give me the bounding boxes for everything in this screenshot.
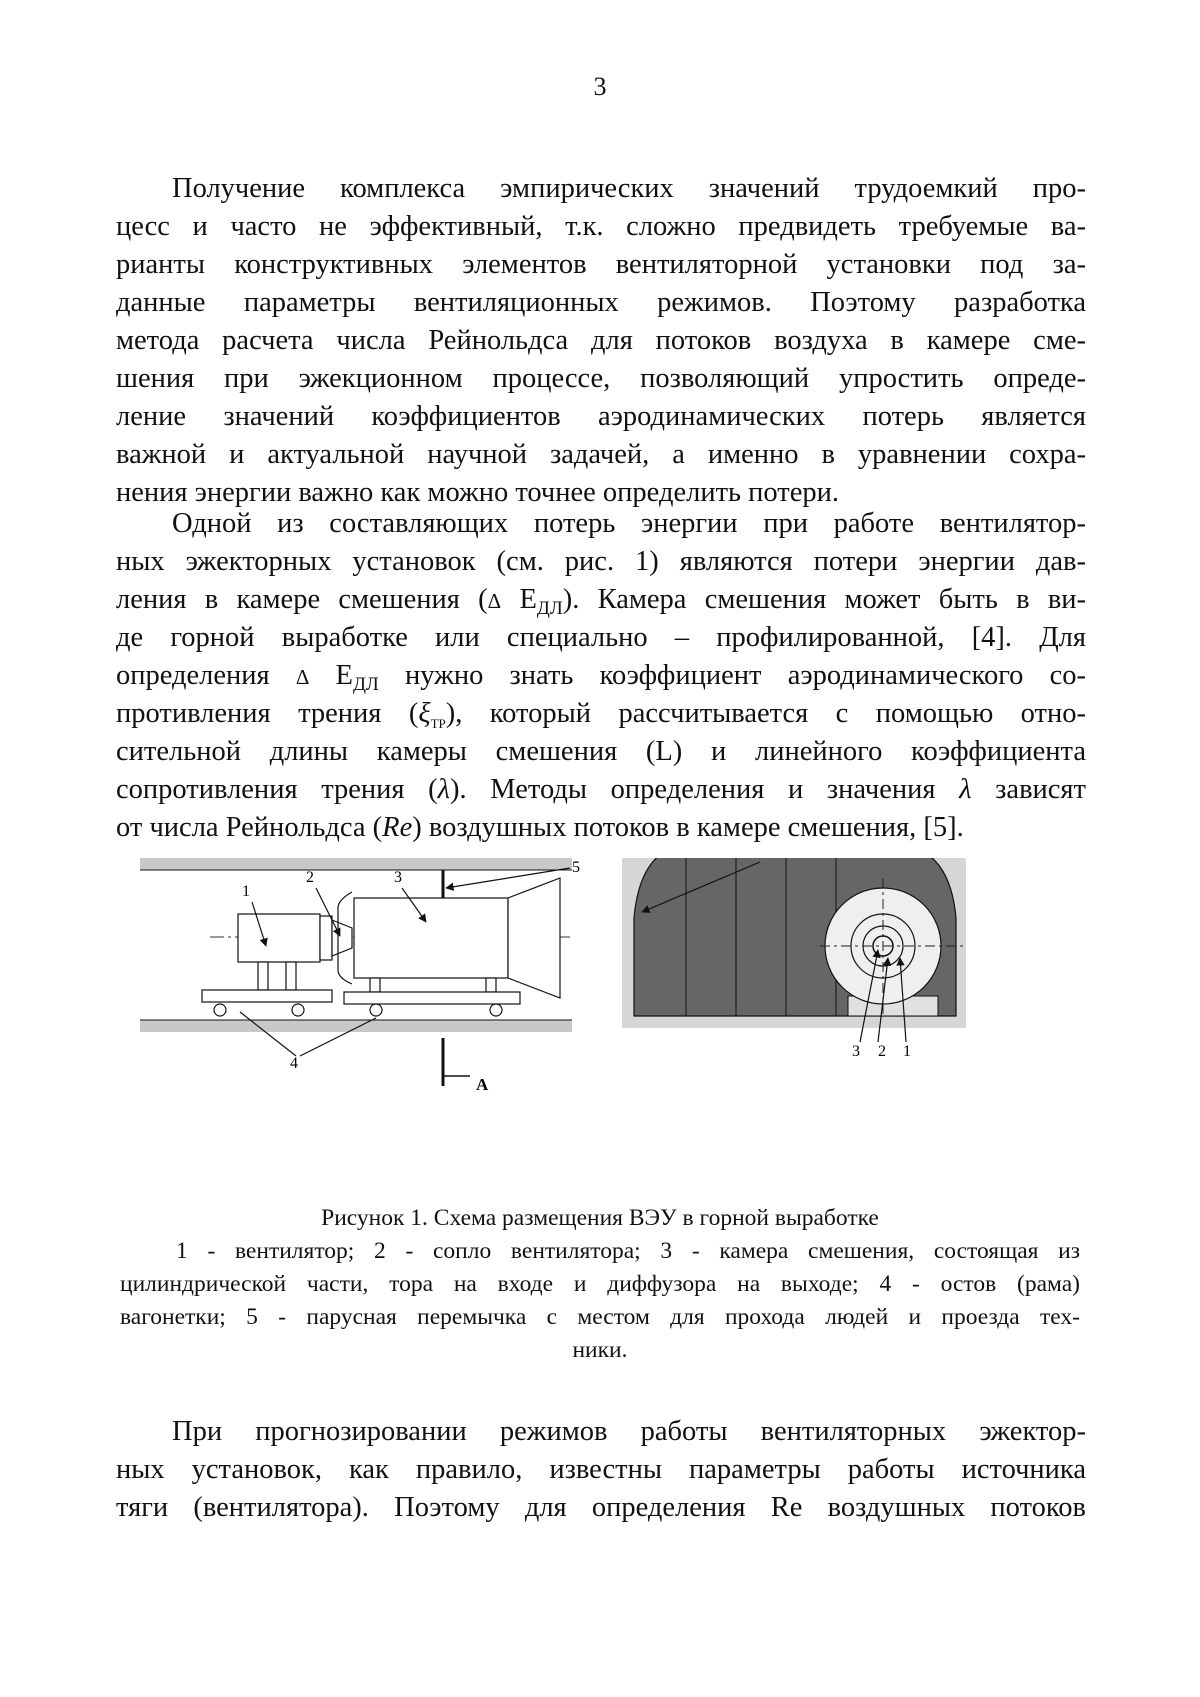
- paragraph-3: [116, 1413, 1086, 1527]
- label-r3: 3: [852, 1043, 860, 1060]
- section-label-bottom: А: [476, 1075, 489, 1094]
- text-fragment: нужно знать коэффициент аэродинамического со-: [378, 660, 1086, 691]
- energy-symbol: Е: [519, 584, 537, 615]
- reynolds-symbol: Re: [382, 812, 413, 843]
- fan-installation-diagram: [140, 858, 1060, 1188]
- text-line: При прогнозировании режимов работы вентиляторных эжектор-: [172, 1416, 1086, 1447]
- text-fragment: ), который рассчитывается с помощью отно-: [445, 698, 1086, 729]
- energy-subscript: ДЛ: [352, 674, 379, 695]
- text-line: [116, 657, 1086, 695]
- text-line: Одной из составляющих потерь энергии при работе вентилятор-: [172, 508, 1086, 539]
- caption-legend-line: цилиндрической части, тора на входе и диффузора на выходе; 4 - остов (рама): [120, 1271, 1080, 1297]
- text-fragment: ). Камера смешения может быть в ви-: [562, 584, 1087, 615]
- cross-section: [622, 858, 966, 1028]
- text-line: ление значений коэффициентов аэродинамических потерь является: [116, 401, 1086, 432]
- text-fragment: определения: [116, 660, 296, 691]
- text-fragment: ления в камере смешения (: [116, 584, 488, 615]
- xi-subscript: ТР: [430, 716, 446, 731]
- caption-legend-line: вагонетки; 5 - парусная перемычка с местом для прохода людей и проезда тех-: [120, 1304, 1080, 1330]
- text-line: данные параметры вентиляционных режимов. Поэтому разработка: [116, 287, 1086, 318]
- text-line: сительной длины камеры смешения (L) и линейного коэффициента: [116, 736, 1086, 767]
- caption-legend-line: ники.: [572, 1337, 628, 1363]
- figure-1: [140, 858, 1060, 1188]
- paragraph-1: [116, 170, 1086, 512]
- text-line: нения энергии важно как можно точнее определить потери.: [116, 477, 840, 508]
- text-line: ных эжекторных установок (см. рис. 1) являются потери энергии дав-: [116, 546, 1086, 577]
- text-fragment: ) воздушных потоков в камере смешения, [5].: [412, 812, 964, 843]
- caption-legend-line: 1 - вентилятор; 2 - сопло вентилятора; 3 - камера смешения, состоящая из: [176, 1238, 1080, 1264]
- text-fragment: от числа Рейнольдса (: [116, 812, 383, 843]
- text-line: шения при эжекционном процессе, позволяющий упростить опреде-: [116, 363, 1086, 394]
- text-line: де горной выработке или специально – профилированной, [4]. Для: [116, 622, 1086, 653]
- text-fragment: зависят: [971, 774, 1086, 805]
- page-number: 3: [593, 72, 607, 101]
- fan: [202, 914, 332, 1016]
- label-r1: 1: [903, 1043, 911, 1060]
- xi-symbol: ξ: [418, 698, 431, 729]
- mixing-chamber: [338, 878, 560, 1016]
- lambda-symbol: λ: [959, 774, 972, 805]
- delta-symbol: Δ: [295, 665, 310, 689]
- energy-symbol: Е: [335, 660, 353, 691]
- label-r2: 2: [878, 1043, 886, 1060]
- text-line: [116, 771, 1086, 809]
- label-2: 2: [306, 869, 314, 886]
- paragraph-2: [116, 505, 1086, 847]
- text-line: важной и актуальной научной задачей, а именно в уравнении сохра-: [116, 439, 1086, 470]
- text-line: [116, 581, 1086, 619]
- text-fragment: сопротивления трения (: [116, 774, 438, 805]
- label-5: 5: [572, 859, 580, 876]
- energy-subscript: ДЛ: [536, 598, 563, 619]
- label-1: 1: [242, 883, 250, 900]
- text-line: Получение комплекса эмпирических значений трудоемкий про-: [172, 173, 1086, 204]
- caption-title: Рисунок 1. Схема размещения ВЭУ в горной выработке: [321, 1205, 879, 1231]
- text-line: метода расчета числа Рейнольдса для потоков воздуха в камере сме-: [116, 325, 1086, 356]
- delta-symbol: Δ: [487, 589, 502, 613]
- text-fragment: противления трения (: [116, 698, 419, 729]
- text-line: рианты конструктивных элементов вентиляторной установки под за-: [116, 249, 1086, 280]
- label-4: 4: [290, 1055, 298, 1072]
- label-3: 3: [394, 869, 402, 886]
- text-line: [116, 695, 1086, 733]
- lambda-symbol: λ: [437, 774, 450, 805]
- text-line: тяги (вентилятора). Поэтому для определения Re воздушных потоков: [116, 1492, 1086, 1523]
- text-line: ных установок, как правило, известны параметры работы источника: [116, 1454, 1086, 1485]
- text-line: [116, 809, 1086, 847]
- figure-caption: [120, 1202, 1080, 1367]
- text-fragment: ). Методы определения и значения: [450, 774, 960, 805]
- text-line: цесс и часто не эффективный, т.к. сложно предвидеть требуемые ва-: [116, 211, 1086, 242]
